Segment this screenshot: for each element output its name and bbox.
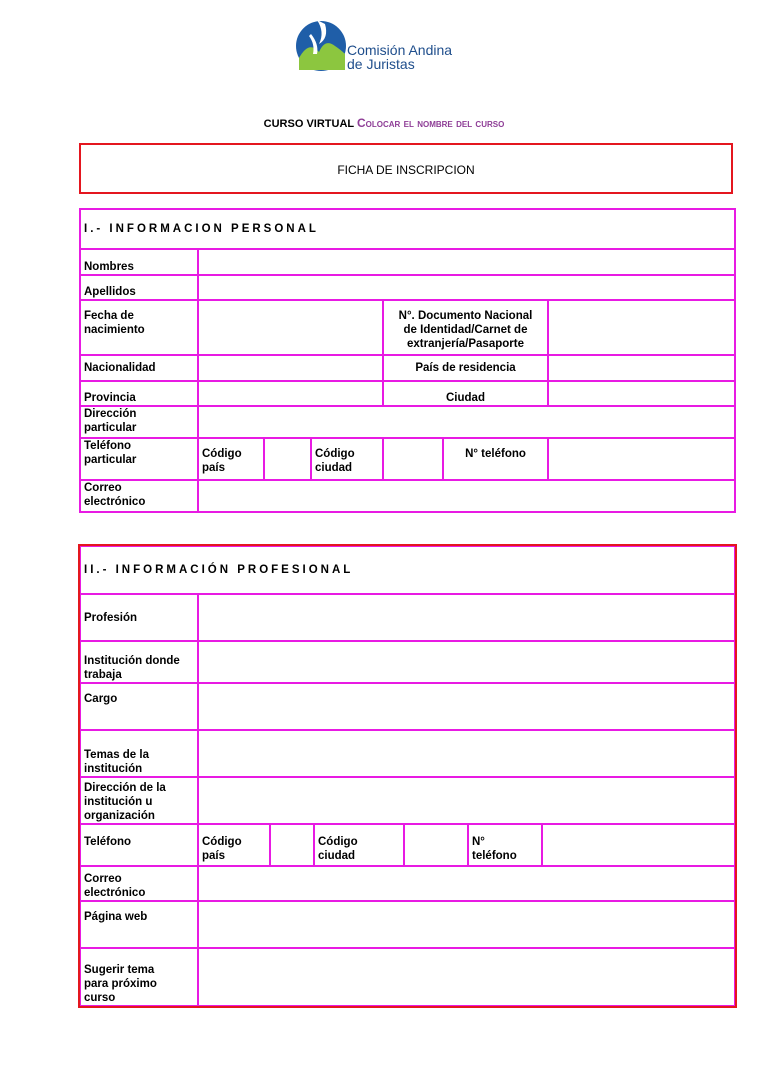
- correo-label-2: electrónico: [84, 496, 146, 508]
- temas-label-1: Temas de la: [84, 749, 149, 761]
- n-telefono-field[interactable]: [548, 438, 735, 480]
- ciudad-field[interactable]: [548, 381, 735, 406]
- cc2-label-2: ciudad: [318, 850, 356, 862]
- cargo-field[interactable]: [198, 683, 735, 730]
- codigo-ciudad-field[interactable]: [383, 438, 443, 480]
- fecha-label-1: Fecha de: [84, 310, 134, 322]
- course-name-placeholder: Colocar el nombre del curso: [356, 116, 505, 130]
- direccion-inst-label-1: Dirección de la: [84, 782, 166, 794]
- direccion-inst-label-3: organización: [84, 810, 155, 822]
- direccion-institucion-label: [80, 777, 198, 824]
- cargo-label: Cargo: [80, 683, 198, 730]
- codigo-pais-label-2: país: [202, 462, 226, 474]
- documento-label-2: de Identidad/Carnet de: [403, 324, 528, 336]
- nacionalidad-label: Nacionalidad: [80, 355, 198, 381]
- correo2-label-2: electrónico: [84, 887, 146, 899]
- correo-label-2: [80, 866, 198, 901]
- org-line-2: de Juristas: [347, 56, 415, 72]
- sugerir-label-1: Sugerir tema: [84, 964, 155, 976]
- org-name: [347, 43, 452, 71]
- pais-residencia-field[interactable]: [548, 355, 735, 381]
- apellidos-label: Apellidos: [80, 275, 198, 300]
- temas-label: [80, 730, 198, 777]
- codigo-pais-label-1: Código: [202, 448, 242, 460]
- documento-field[interactable]: [548, 300, 735, 355]
- institucion-label-1: Institución donde: [84, 655, 180, 667]
- profesion-label: Profesión: [80, 594, 198, 641]
- institucion-label-2: trabaja: [84, 669, 122, 681]
- codigo-ciudad-label: [311, 438, 383, 480]
- provincia-label: Provincia: [80, 381, 198, 406]
- org-line-1: Comisión Andina: [347, 42, 453, 58]
- temas-field[interactable]: [198, 730, 735, 777]
- form-title-box: [79, 143, 733, 194]
- codigo-ciudad-field-2[interactable]: [404, 824, 468, 866]
- telefono-label: Teléfono: [80, 824, 198, 866]
- sugerir-tema-field[interactable]: [198, 948, 735, 1006]
- correo-field-2[interactable]: [198, 866, 735, 901]
- documento-label: [383, 300, 548, 355]
- direccion-label-2: particular: [84, 422, 137, 434]
- nt2-label-2: teléfono: [472, 850, 517, 862]
- institucion-label: [80, 641, 198, 683]
- n-telefono-label: N° teléfono: [443, 438, 548, 480]
- codigo-pais-label-2: [198, 824, 270, 866]
- personal-info-table: [79, 208, 736, 513]
- correo-label-1: Correo: [84, 482, 122, 494]
- nacionalidad-field[interactable]: [198, 355, 383, 381]
- direccion-label-1: Dirección: [84, 408, 137, 420]
- nt2-label-1: N°: [472, 836, 485, 848]
- telefono-label-1: Teléfono: [84, 440, 132, 452]
- institucion-field[interactable]: [198, 641, 735, 683]
- pais-residencia-label: País de residencia: [383, 355, 548, 381]
- correo-label: [80, 480, 198, 512]
- telefono-particular-label: [80, 438, 198, 480]
- sugerir-tema-label: [80, 948, 198, 1006]
- ciudad-label: Ciudad: [383, 381, 548, 406]
- provincia-field[interactable]: [198, 381, 383, 406]
- direccion-inst-label-2: institución u: [84, 796, 153, 808]
- section-1-title: I.- INFORMACION PERSONAL: [80, 209, 735, 249]
- codigo-ciudad-label-2: ciudad: [315, 462, 353, 474]
- cc2-label-1: Código: [318, 836, 358, 848]
- sugerir-label-3: curso: [84, 992, 116, 1004]
- codigo-pais-field-2[interactable]: [270, 824, 314, 866]
- nombres-field[interactable]: [198, 249, 735, 275]
- codigo-pais-label: [198, 438, 264, 480]
- professional-info-table: [79, 545, 736, 1007]
- codigo-ciudad-label-1: Código: [315, 448, 355, 460]
- fecha-nacimiento-field[interactable]: [198, 300, 383, 355]
- fecha-label-2: nacimiento: [84, 324, 145, 336]
- sugerir-label-2: para próximo: [84, 978, 157, 990]
- direccion-institucion-field[interactable]: [198, 777, 735, 824]
- direccion-particular-label: [80, 406, 198, 438]
- codigo-ciudad-label-2: [314, 824, 404, 866]
- profesion-field[interactable]: [198, 594, 735, 641]
- nombres-label: Nombres: [80, 249, 198, 275]
- cp2-label-1: Código: [202, 836, 242, 848]
- direccion-particular-field[interactable]: [198, 406, 735, 438]
- temas-label-2: institución: [84, 763, 143, 775]
- documento-label-3: extranjería/Pasaporte: [407, 338, 524, 350]
- fecha-nacimiento-label: [80, 300, 198, 355]
- course-prefix: CURSO VIRTUAL: [263, 118, 354, 130]
- course-heading: [0, 116, 768, 130]
- pagina-web-label: Página web: [80, 901, 198, 948]
- section-2-title: II.- INFORMACIÓN PROFESIONAL: [80, 546, 735, 594]
- correo2-label-1: Correo: [84, 873, 122, 885]
- documento-label-1: N°. Documento Nacional: [398, 310, 533, 322]
- form-title: FICHA DE INSCRIPCION: [337, 163, 475, 177]
- codigo-pais-field[interactable]: [264, 438, 311, 480]
- cp2-label-2: país: [202, 850, 226, 862]
- telefono-label-2: particular: [84, 454, 137, 466]
- pagina-web-field[interactable]: [198, 901, 735, 948]
- apellidos-field[interactable]: [198, 275, 735, 300]
- correo-field[interactable]: [198, 480, 735, 512]
- n-telefono-label-2: [468, 824, 542, 866]
- n-telefono-field-2[interactable]: [542, 824, 735, 866]
